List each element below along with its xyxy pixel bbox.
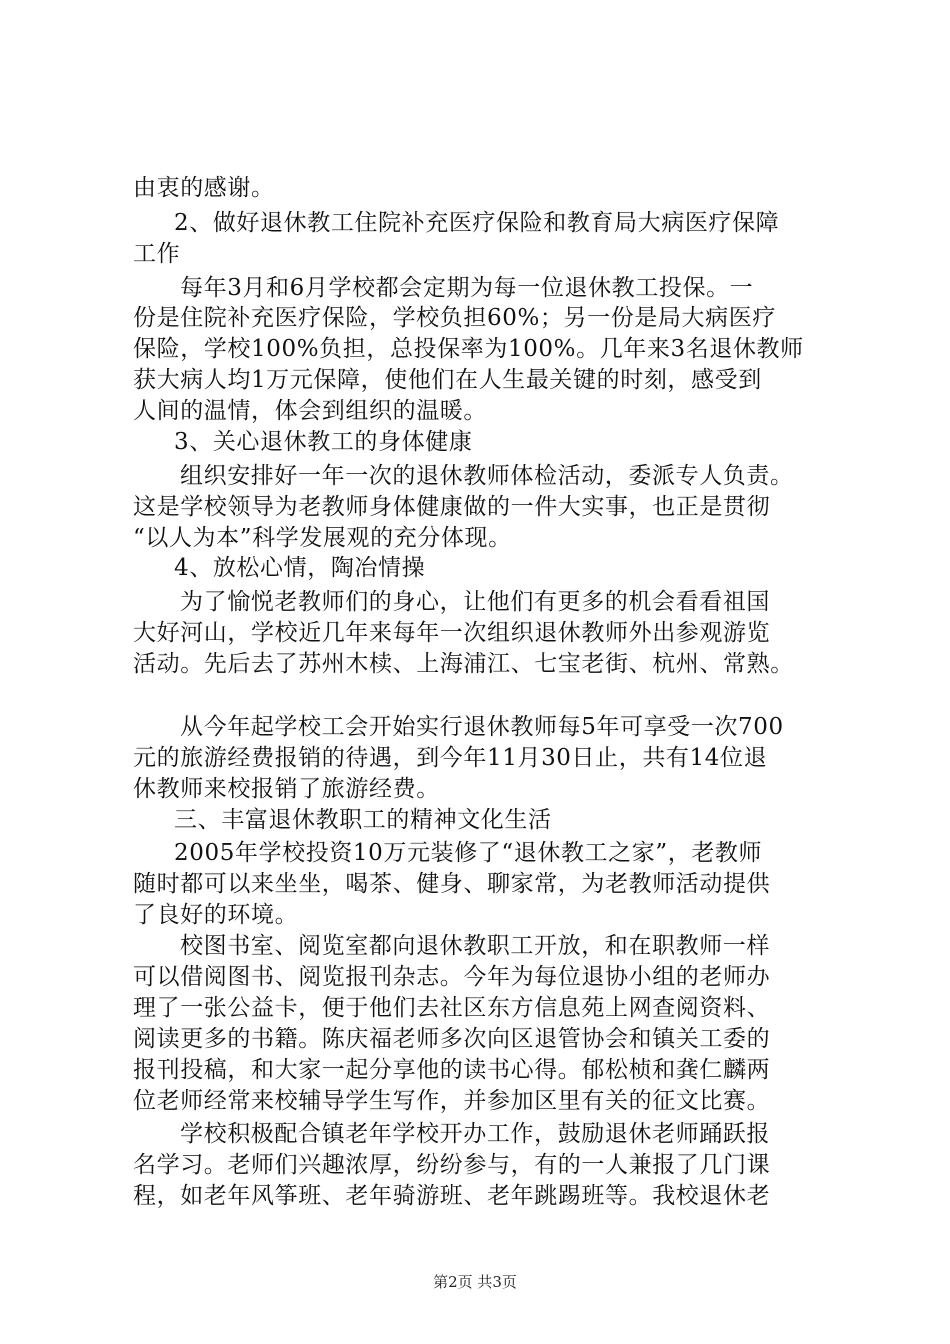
text-line: 程，如老年风筝班、老年骑游班、老年跳踢班等。我校退休老 <box>133 1183 771 1209</box>
text-line: 活动。先后去了苏州木椟、上海浦江、七宝老街、杭州、常熟。 <box>133 651 794 677</box>
text-line: 工作 <box>133 241 181 267</box>
text-line: 随时都可以来坐坐，喝茶、健身、聊家常，为老教师活动提供 <box>133 871 771 897</box>
text-line: 校图书室、阅览室都向退休教职工开放，和在职教师一样 <box>180 933 770 959</box>
text-line: 元的旅游经费报销的待遇，到今年11月30日止，共有14位退 <box>133 745 768 771</box>
text-line: 了良好的环境。 <box>133 902 299 928</box>
section-heading: 2、做好退休教工住院补充医疗保险和教育局大病医疗保障 <box>174 210 780 236</box>
text-line: 可以借阅图书、阅览报刊杂志。今年为每位退协小组的老师办 <box>133 964 771 990</box>
text-line: 为了愉悦老教师们的身心，让他们有更多的机会看看祖国 <box>180 589 770 615</box>
text-line: 人间的温情，体会到组织的温暖。 <box>133 398 487 424</box>
text-line: 2005年学校投资10万元装修了“退休教工之家”，老教师 <box>174 840 763 866</box>
text-line: 阅读更多的书籍。陈庆福老师多次向区退管协会和镇关工委的 <box>133 1026 771 1052</box>
text-line: 从今年起学校工会开始实行退休教师每5年可享受一次700 <box>180 714 784 740</box>
text-line: 由衷的感谢。 <box>133 175 275 201</box>
text-line: 休教师来校报销了旅游经费。 <box>133 776 440 802</box>
text-line: 获大病人均1万元保障，使他们在人生最关键的时刻，感受到 <box>133 367 762 393</box>
page-footer: 第2页 共3页 <box>433 1273 517 1291</box>
section-heading: 3、关心退休教工的身体健康 <box>174 429 473 455</box>
text-line: 名学习。老师们兴趣浓厚，纷纷参与，有的一人兼报了几门课 <box>133 1152 771 1178</box>
text-line: 理了一张公益卡，便于他们去社区东方信息苑上网查阅资料、 <box>133 995 771 1021</box>
text-line: 大好河山，学校近几年来每年一次组织退休教师外出参观游览 <box>133 620 771 646</box>
text-line: 份是住院补充医疗保险，学校负担60%；另一份是局大病医疗 <box>133 305 776 331</box>
section-heading: 三、丰富退休教职工的精神文化生活 <box>174 807 552 833</box>
text-line: 位老师经常来校辅导学生写作，并参加区里有关的征文比赛。 <box>133 1088 771 1114</box>
text-line: 每年3月和6月学校都会定期为每一位退休教工投保。一 <box>180 275 754 301</box>
text-line: 组织安排好一年一次的退休教师体检活动，委派专人负责。 <box>180 463 794 489</box>
text-line: 学校积极配合镇老年学校开办工作，鼓励退休老师踊跃报 <box>180 1121 770 1147</box>
text-line: “以人为本”科学发展观的充分体现。 <box>133 525 512 551</box>
text-line: 报刊投稿，和大家一起分享他的读书心得。郁松桢和龚仁麟两 <box>133 1057 771 1083</box>
text-line: 保险，学校100%负担，总投保率为100%。几年来3名退休教师 <box>133 336 804 362</box>
text-line: 这是学校领导为老教师身体健康做的一件大实事，也正是贯彻 <box>133 494 771 520</box>
section-heading: 4、放松心情，陶冶情操 <box>174 555 426 581</box>
